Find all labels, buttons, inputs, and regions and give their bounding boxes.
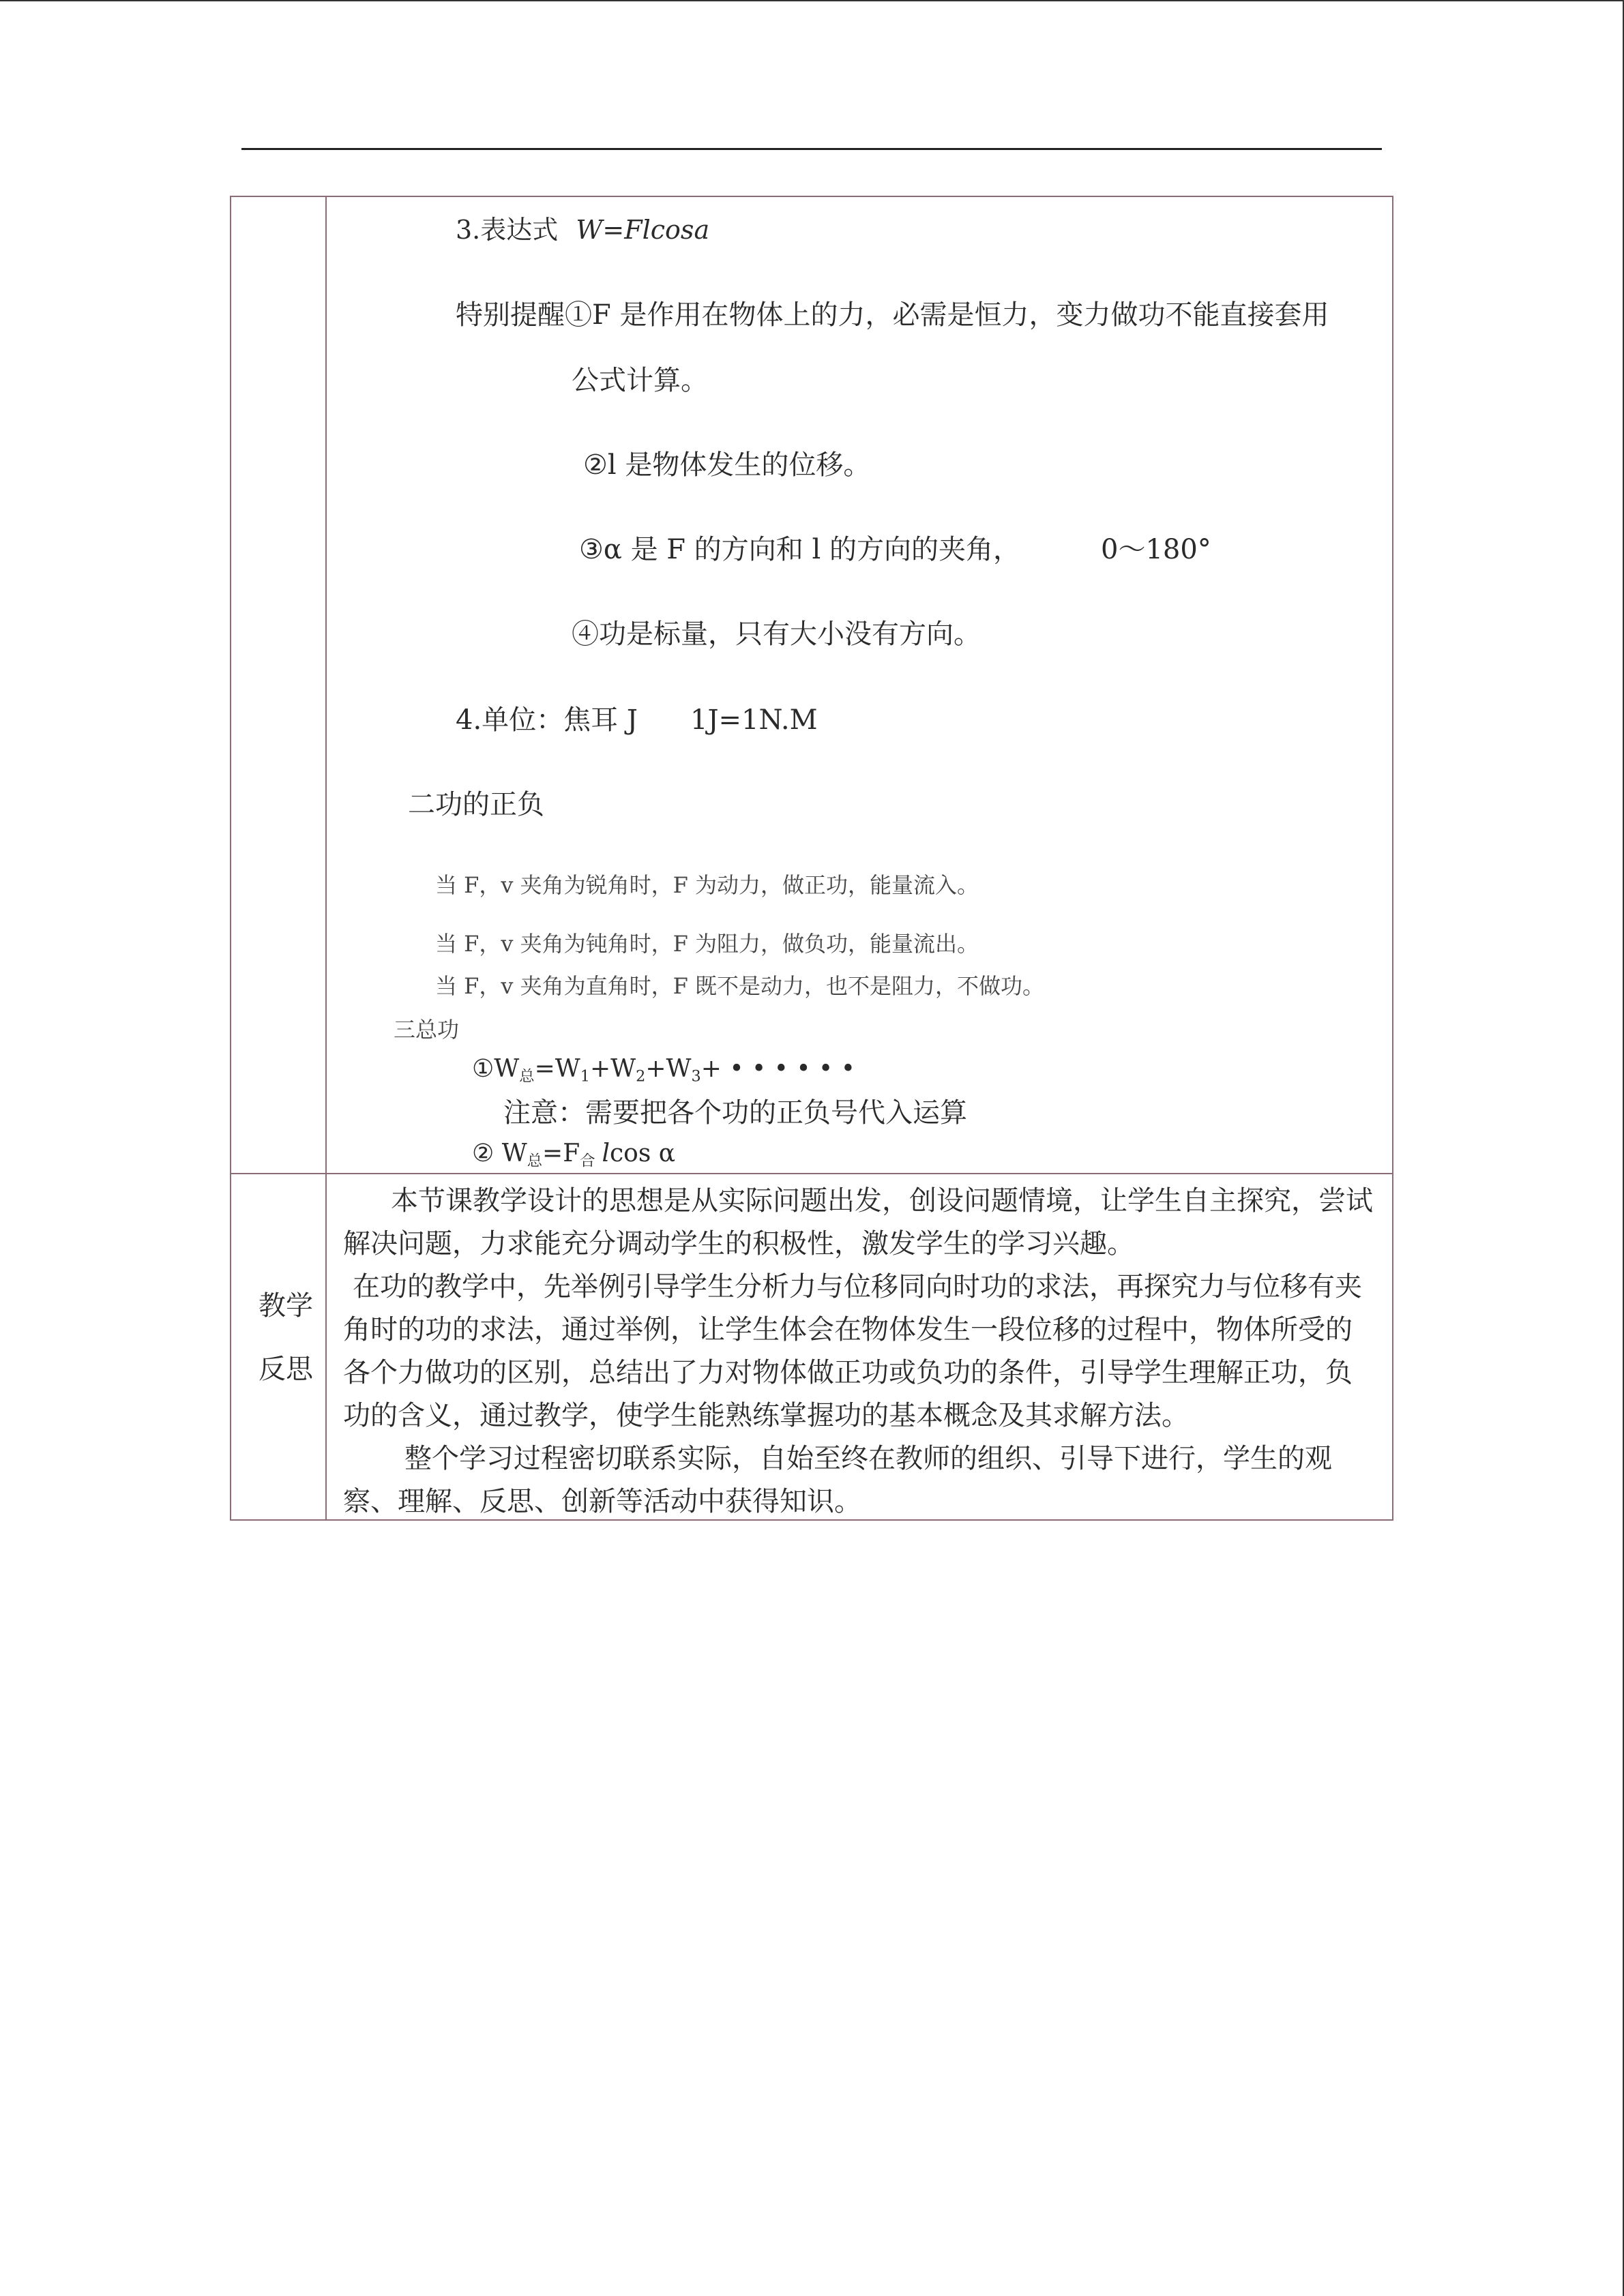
reflection-paragraph-1: 本节课教学设计的思想是从实际问题出发，创设问题情境，让学生自主探究，尝试解决问题，力求能充分调动学生的积极性，激发学生的学习兴趣。: [343, 1185, 1373, 1259]
expression-line: [456, 217, 709, 243]
reflection-label-line-1: 教学: [259, 1290, 313, 1322]
zero-work-text: 当 F，v 夹角为直角时，F 既不是动力，也不是阻力，不做功。: [435, 973, 1045, 999]
formula-2-eq: =F: [542, 1139, 580, 1167]
reminder-item-3: ③α 是 F 的方向和 l 的方向的夹角，: [579, 534, 1020, 565]
section-3-title: 三总功: [394, 1017, 460, 1043]
positive-work-text: 当 F，v 夹角为锐角时，F 为动力，做正功，能量流入。: [435, 872, 979, 898]
total-work-note: 注意：需要把各个功的正负号代入运算: [503, 1097, 967, 1129]
formula-1-tail: + • • • • • •: [700, 1055, 855, 1083]
table-row-divider: [230, 1173, 1393, 1174]
reminder-line-2: 公式计算。: [572, 365, 708, 396]
reminder-item-2: ②l 是物体发生的位移。: [583, 449, 871, 481]
formula-1-plus-1: +W: [589, 1055, 636, 1083]
total-work-formula-2: [472, 1139, 676, 1170]
formula-2-sub-net: 合: [580, 1152, 595, 1170]
table-top-border: [230, 196, 1393, 197]
table-column-divider: [325, 196, 327, 1521]
reminder-line-1: 特别提醒①F 是作用在物体上的力，必需是恒力，变力做功不能直接套用: [456, 299, 1329, 331]
negative-work-text: 当 F，v 夹角为钝角时，F 为阻力，做负功，能量流出。: [435, 931, 979, 957]
reminder-item-3-range: 0～180°: [1101, 534, 1211, 565]
formula-1-sub-total: 总: [519, 1067, 535, 1086]
expression-title: 3.表达式: [456, 215, 559, 245]
formula-1-sub-1: 1: [580, 1067, 590, 1086]
formula-1-sub-2: 2: [636, 1067, 646, 1086]
header-rule: [241, 148, 1382, 150]
reflection-body: [343, 1180, 1373, 1523]
formula-1-prefix: ①W: [472, 1055, 520, 1083]
reflection-label-line-2: 反思: [259, 1354, 313, 1385]
unit-value: 1J=1N.M: [690, 704, 818, 736]
table-right-border: [1392, 196, 1393, 1521]
section-2-title: 二功的正负: [408, 789, 544, 820]
total-work-formula-1: [472, 1057, 855, 1084]
formula-1-plus-2: +W: [645, 1055, 692, 1083]
formula-2-tail: cos α: [610, 1139, 676, 1167]
reflection-paragraph-3: 整个学习过程密切联系实际，自始至终在教师的组织、引导下进行，学生的观察、理解、反思、创新等活动中获得知识。: [343, 1443, 1332, 1517]
formula-2-sub-total: 总: [527, 1152, 543, 1170]
formula-1-sub-3: 3: [691, 1067, 701, 1086]
formula-2-prefix: ② W: [472, 1139, 527, 1167]
unit-label: 4.单位：焦耳 J: [456, 704, 638, 736]
formula-2-l: l: [602, 1139, 610, 1167]
reflection-paragraph-2: 在功的教学中，先举例引导学生分析力与位移同向时功的求法，再探究力与位移有夹角时的功的求法，通过举例，让学生体会在物体发生一段位移的过程中，物体所受的各个力做功的区别，总结出了力对物体做正功或负功的条件，引导学生理解正功，负功的含义，通过教学，使学生能熟练掌握功的基本概念及其求解方法。: [343, 1271, 1362, 1431]
table-left-border: [230, 196, 231, 1521]
expression-formula: W=Flcosa: [576, 215, 710, 245]
formula-1-eq: =W: [534, 1055, 580, 1083]
reminder-item-4: ④功是标量，只有大小没有方向。: [572, 618, 981, 650]
